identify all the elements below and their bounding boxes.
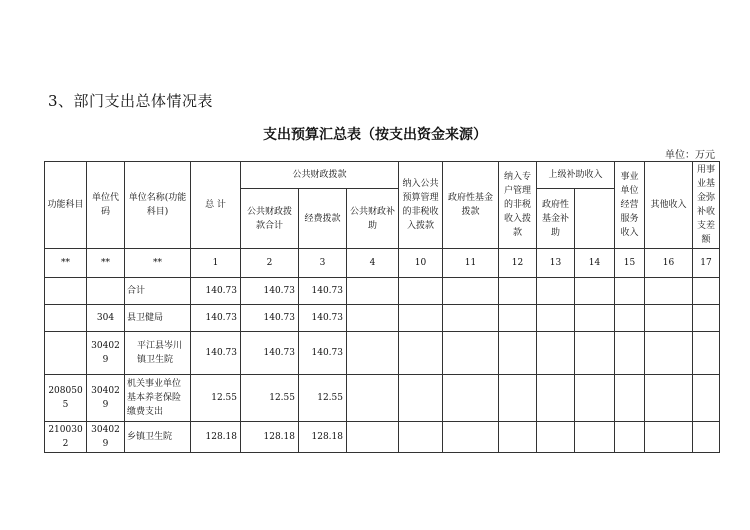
header-fund-diff: 用事业基金弥补收支差额 <box>693 162 720 249</box>
pf-expense-cell: 128.18 <box>299 422 347 453</box>
number-cell: 11 <box>443 249 499 278</box>
header-pf-nontax: 纳入公共预算管理的非税收入拨款 <box>399 162 443 249</box>
unit-name-cell: 县卫健局 <box>125 305 191 332</box>
table-row <box>45 305 720 332</box>
header-superior: 上级补助收入 <box>537 162 615 189</box>
number-cell: 16 <box>645 249 693 278</box>
number-cell: 13 <box>537 249 575 278</box>
func-code-cell: 2080505 <box>45 375 87 422</box>
number-cell: 2 <box>241 249 299 278</box>
budget-table <box>44 161 720 453</box>
header-total: 总 计 <box>191 162 241 249</box>
total-cell: 140.73 <box>191 305 241 332</box>
number-cell: ** <box>45 249 87 278</box>
pf-total-cell: 140.73 <box>241 332 299 375</box>
func-code-cell <box>45 332 87 375</box>
pf-total-cell: 128.18 <box>241 422 299 453</box>
unit-code-cell: 304029 <box>87 332 125 375</box>
header-sup-public: 公共财政补助 <box>347 189 399 249</box>
unit-code-cell <box>87 278 125 305</box>
number-cell: ** <box>125 249 191 278</box>
header-public-finance: 公共财政拨款 <box>241 162 399 189</box>
table-row <box>45 278 720 305</box>
number-cell: 10 <box>399 249 443 278</box>
pf-total-cell: 140.73 <box>241 305 299 332</box>
number-cell: 15 <box>615 249 645 278</box>
header-gov-fund: 政府性基金拨款 <box>443 162 499 249</box>
table-row <box>45 375 720 422</box>
pf-expense-cell: 140.73 <box>299 278 347 305</box>
unit-name-cell: 机关事业单位基本养老保险缴费支出 <box>125 375 191 422</box>
header-unit-code: 单位代码 <box>87 162 125 249</box>
total-cell: 128.18 <box>191 422 241 453</box>
header-other: 其他收入 <box>645 162 693 249</box>
header-pf-expense: 经费拨款 <box>299 189 347 249</box>
number-cell: 1 <box>191 249 241 278</box>
header-pf-total: 公共财政拨款合计 <box>241 189 299 249</box>
header-unit-name: 单位名称(功能科目) <box>125 162 191 249</box>
number-cell: 14 <box>575 249 615 278</box>
number-cell: ** <box>87 249 125 278</box>
func-code-cell <box>45 305 87 332</box>
unit-code-cell: 304 <box>87 305 125 332</box>
table-row <box>45 422 720 453</box>
table-title: 支出预算汇总表（按支出资金来源） <box>263 127 487 143</box>
total-cell: 12.55 <box>191 375 241 422</box>
unit-name-cell: 平江县岑川镇卫生院 <box>125 332 191 375</box>
number-cell: 3 <box>299 249 347 278</box>
unit-code-cell: 304029 <box>87 375 125 422</box>
total-cell: 140.73 <box>191 278 241 305</box>
func-code-cell <box>45 278 87 305</box>
unit-name-cell: 合计 <box>125 278 191 305</box>
header-func-code: 功能科目 <box>45 162 87 249</box>
pf-expense-cell: 140.73 <box>299 305 347 332</box>
pf-total-cell: 140.73 <box>241 278 299 305</box>
section-heading: 3、部门支出总体情况表 <box>48 92 214 110</box>
header-business: 事业单位经营服务收入 <box>615 162 645 249</box>
total-cell: 140.73 <box>191 332 241 375</box>
header-sup-gov: 政府性基金补助 <box>537 189 575 249</box>
number-cell: 17 <box>693 249 720 278</box>
func-code-cell: 2100302 <box>45 422 87 453</box>
header-special-nontax: 纳入专户管理的非税收入拨款 <box>499 162 537 249</box>
unit-code-cell: 304029 <box>87 422 125 453</box>
number-cell: 4 <box>347 249 399 278</box>
pf-total-cell: 12.55 <box>241 375 299 422</box>
table-row <box>45 332 720 375</box>
unit-label: 单位：万元 <box>665 150 715 161</box>
unit-name-cell: 乡镇卫生院 <box>125 422 191 453</box>
pf-expense-cell: 12.55 <box>299 375 347 422</box>
number-cell: 12 <box>499 249 537 278</box>
pf-expense-cell: 140.73 <box>299 332 347 375</box>
